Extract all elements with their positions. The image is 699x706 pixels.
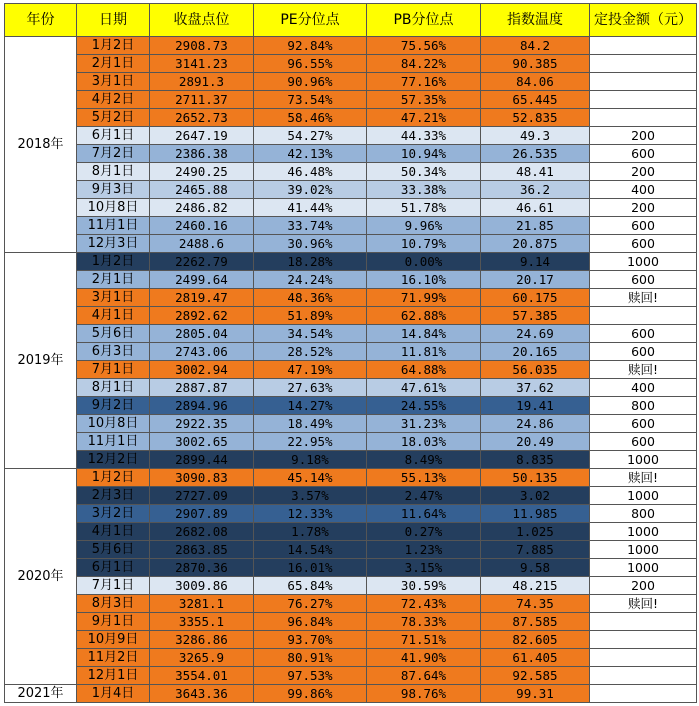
close-cell: 2262.79 (150, 253, 254, 271)
pb-percentile-cell: 41.90% (367, 649, 481, 667)
table-row (5, 595, 697, 613)
table-row (5, 361, 697, 379)
date-cell: 2月1日 (77, 55, 150, 73)
table-row (5, 37, 697, 55)
close-cell: 3643.36 (150, 685, 254, 703)
table-row (5, 325, 697, 343)
table-row (5, 379, 697, 397)
investment-amount-cell: 1000 (590, 487, 697, 505)
pb-percentile-cell: 3.15% (367, 559, 481, 577)
pb-percentile-cell: 16.10% (367, 271, 481, 289)
table-row (5, 523, 697, 541)
close-cell: 3090.83 (150, 469, 254, 487)
temperature-cell: 50.135 (481, 469, 590, 487)
pb-percentile-cell: 9.96% (367, 217, 481, 235)
temperature-cell: 37.62 (481, 379, 590, 397)
pb-percentile-cell: 98.76% (367, 685, 481, 703)
pe-percentile-cell: 45.14% (254, 469, 367, 487)
pb-percentile-cell: 57.35% (367, 91, 481, 109)
date-cell: 7月1日 (77, 361, 150, 379)
table-row (5, 577, 697, 595)
pb-percentile-cell: 2.47% (367, 487, 481, 505)
close-cell: 2863.85 (150, 541, 254, 559)
date-cell: 8月3日 (77, 595, 150, 613)
pe-percentile-cell: 96.84% (254, 613, 367, 631)
year-cell: 2021年 (5, 685, 77, 703)
pb-percentile-cell: 18.03% (367, 433, 481, 451)
header-date: 日期 (77, 4, 150, 37)
close-cell: 2819.47 (150, 289, 254, 307)
date-cell: 12月2日 (77, 451, 150, 469)
close-cell: 3009.86 (150, 577, 254, 595)
pe-percentile-cell: 27.63% (254, 379, 367, 397)
temperature-cell: 65.445 (481, 91, 590, 109)
pb-percentile-cell: 47.61% (367, 379, 481, 397)
investment-amount-cell: 600 (590, 433, 697, 451)
pb-percentile-cell: 33.38% (367, 181, 481, 199)
investment-amount-cell: 600 (590, 217, 697, 235)
pe-percentile-cell: 47.19% (254, 361, 367, 379)
date-cell: 10月9日 (77, 631, 150, 649)
pe-percentile-cell: 39.02% (254, 181, 367, 199)
investment-amount-cell: 200 (590, 127, 697, 145)
pe-percentile-cell: 12.33% (254, 505, 367, 523)
investment-amount-cell: 400 (590, 181, 697, 199)
pb-percentile-cell: 84.22% (367, 55, 481, 73)
date-cell: 4月2日 (77, 91, 150, 109)
table-row (5, 343, 697, 361)
pb-percentile-cell: 64.88% (367, 361, 481, 379)
pb-percentile-cell: 31.23% (367, 415, 481, 433)
date-cell: 7月2日 (77, 145, 150, 163)
pb-percentile-cell: 10.94% (367, 145, 481, 163)
table-row (5, 109, 697, 127)
close-cell: 2891.3 (150, 73, 254, 91)
pe-percentile-cell: 28.52% (254, 343, 367, 361)
investment-amount-cell: 800 (590, 397, 697, 415)
header-index-temperature: 指数温度 (481, 4, 590, 37)
pe-percentile-cell: 22.95% (254, 433, 367, 451)
pb-percentile-cell: 87.64% (367, 667, 481, 685)
pe-percentile-cell: 97.53% (254, 667, 367, 685)
pb-percentile-cell: 44.33% (367, 127, 481, 145)
table-row (5, 73, 697, 91)
pb-percentile-cell: 77.16% (367, 73, 481, 91)
temperature-cell: 52.835 (481, 109, 590, 127)
date-cell: 10月8日 (77, 415, 150, 433)
investment-amount-cell: 1000 (590, 541, 697, 559)
temperature-cell: 3.02 (481, 487, 590, 505)
investment-amount-cell: 600 (590, 271, 697, 289)
table-row (5, 145, 697, 163)
pe-percentile-cell: 34.54% (254, 325, 367, 343)
temperature-cell: 21.85 (481, 217, 590, 235)
investment-amount-cell: 400 (590, 379, 697, 397)
investment-amount-cell: 600 (590, 343, 697, 361)
close-cell: 2711.37 (150, 91, 254, 109)
pe-percentile-cell: 92.84% (254, 37, 367, 55)
table-row (5, 613, 697, 631)
date-cell: 3月2日 (77, 505, 150, 523)
pb-percentile-cell: 55.13% (367, 469, 481, 487)
investment-amount-cell: 200 (590, 163, 697, 181)
pe-percentile-cell: 48.36% (254, 289, 367, 307)
header-year: 年份 (5, 4, 77, 37)
table-row (5, 127, 697, 145)
close-cell: 2727.09 (150, 487, 254, 505)
pb-percentile-cell: 75.56% (367, 37, 481, 55)
date-cell: 8月1日 (77, 379, 150, 397)
temperature-cell: 48.41 (481, 163, 590, 181)
table-row (5, 55, 697, 73)
date-cell: 2月1日 (77, 271, 150, 289)
temperature-cell: 84.2 (481, 37, 590, 55)
temperature-cell: 99.31 (481, 685, 590, 703)
table-row (5, 469, 697, 487)
pe-percentile-cell: 33.74% (254, 217, 367, 235)
table-row (5, 451, 697, 469)
investment-amount-cell (590, 649, 697, 667)
close-cell: 2892.62 (150, 307, 254, 325)
pe-percentile-cell: 30.96% (254, 235, 367, 253)
temperature-cell: 46.61 (481, 199, 590, 217)
close-cell: 2894.96 (150, 397, 254, 415)
date-cell: 10月8日 (77, 199, 150, 217)
temperature-cell: 87.585 (481, 613, 590, 631)
pb-percentile-cell: 30.59% (367, 577, 481, 595)
close-cell: 2887.87 (150, 379, 254, 397)
close-cell: 2488.6 (150, 235, 254, 253)
pe-percentile-cell: 51.89% (254, 307, 367, 325)
date-cell: 12月3日 (77, 235, 150, 253)
investment-amount-cell (590, 667, 697, 685)
investment-amount-cell (590, 55, 697, 73)
close-cell: 3002.94 (150, 361, 254, 379)
pe-percentile-cell: 65.84% (254, 577, 367, 595)
date-cell: 5月6日 (77, 325, 150, 343)
temperature-cell: 20.17 (481, 271, 590, 289)
table-row (5, 415, 697, 433)
close-cell: 2899.44 (150, 451, 254, 469)
pb-percentile-cell: 24.55% (367, 397, 481, 415)
date-cell: 1月2日 (77, 469, 150, 487)
temperature-cell: 9.14 (481, 253, 590, 271)
pe-percentile-cell: 16.01% (254, 559, 367, 577)
pb-percentile-cell: 47.21% (367, 109, 481, 127)
table-row (5, 307, 697, 325)
pe-percentile-cell: 96.55% (254, 55, 367, 73)
temperature-cell: 20.875 (481, 235, 590, 253)
pe-percentile-cell: 46.48% (254, 163, 367, 181)
investment-amount-cell: 600 (590, 235, 697, 253)
date-cell: 1月2日 (77, 253, 150, 271)
date-cell: 11月1日 (77, 433, 150, 451)
date-cell: 9月3日 (77, 181, 150, 199)
pe-percentile-cell: 58.46% (254, 109, 367, 127)
close-cell: 2465.88 (150, 181, 254, 199)
table-row (5, 289, 697, 307)
date-cell: 3月1日 (77, 73, 150, 91)
temperature-cell: 90.385 (481, 55, 590, 73)
temperature-cell: 7.885 (481, 541, 590, 559)
table-row (5, 199, 697, 217)
investment-amount-cell: 赎回! (590, 469, 697, 487)
year-cell: 2018年 (5, 37, 77, 253)
pe-percentile-cell: 80.91% (254, 649, 367, 667)
pb-percentile-cell: 11.64% (367, 505, 481, 523)
close-cell: 3355.1 (150, 613, 254, 631)
temperature-cell: 8.835 (481, 451, 590, 469)
close-cell: 3286.86 (150, 631, 254, 649)
date-cell: 8月1日 (77, 163, 150, 181)
temperature-cell: 92.585 (481, 667, 590, 685)
table-row (5, 685, 697, 703)
table-row (5, 559, 697, 577)
investment-amount-cell: 赎回! (590, 595, 697, 613)
pb-percentile-cell: 0.00% (367, 253, 481, 271)
pe-percentile-cell: 93.70% (254, 631, 367, 649)
close-cell: 2922.35 (150, 415, 254, 433)
close-cell: 2908.73 (150, 37, 254, 55)
temperature-cell: 24.86 (481, 415, 590, 433)
pb-percentile-cell: 1.23% (367, 541, 481, 559)
investment-amount-cell (590, 109, 697, 127)
table-row (5, 91, 697, 109)
table-row (5, 667, 697, 685)
close-cell: 2870.36 (150, 559, 254, 577)
pb-percentile-cell: 14.84% (367, 325, 481, 343)
temperature-cell: 36.2 (481, 181, 590, 199)
date-cell: 6月3日 (77, 343, 150, 361)
investment-amount-cell: 600 (590, 415, 697, 433)
pb-percentile-cell: 0.27% (367, 523, 481, 541)
investment-amount-cell: 1000 (590, 523, 697, 541)
close-cell: 2499.64 (150, 271, 254, 289)
investment-amount-cell: 600 (590, 325, 697, 343)
pe-percentile-cell: 42.13% (254, 145, 367, 163)
close-cell: 2647.19 (150, 127, 254, 145)
date-cell: 1月4日 (77, 685, 150, 703)
header-close: 收盘点位 (150, 4, 254, 37)
date-cell: 5月6日 (77, 541, 150, 559)
close-cell: 3554.01 (150, 667, 254, 685)
fund-investment-table (4, 3, 697, 703)
table-row (5, 271, 697, 289)
table-row (5, 397, 697, 415)
temperature-cell: 24.69 (481, 325, 590, 343)
date-cell: 4月1日 (77, 523, 150, 541)
pb-percentile-cell: 10.79% (367, 235, 481, 253)
investment-amount-cell: 赎回! (590, 289, 697, 307)
investment-amount-cell: 200 (590, 577, 697, 595)
temperature-cell: 57.385 (481, 307, 590, 325)
header-pb-percentile: PB分位点 (367, 4, 481, 37)
pb-percentile-cell: 62.88% (367, 307, 481, 325)
pb-percentile-cell: 50.34% (367, 163, 481, 181)
pb-percentile-cell: 78.33% (367, 613, 481, 631)
year-cell: 2020年 (5, 469, 77, 685)
pe-percentile-cell: 54.27% (254, 127, 367, 145)
pb-percentile-cell: 71.99% (367, 289, 481, 307)
pe-percentile-cell: 1.78% (254, 523, 367, 541)
investment-amount-cell (590, 91, 697, 109)
temperature-cell: 49.3 (481, 127, 590, 145)
temperature-cell: 61.405 (481, 649, 590, 667)
date-cell: 7月1日 (77, 577, 150, 595)
investment-amount-cell: 1000 (590, 253, 697, 271)
pe-percentile-cell: 76.27% (254, 595, 367, 613)
investment-amount-cell: 200 (590, 199, 697, 217)
pb-percentile-cell: 8.49% (367, 451, 481, 469)
investment-amount-cell: 600 (590, 145, 697, 163)
close-cell: 3002.65 (150, 433, 254, 451)
close-cell: 2460.16 (150, 217, 254, 235)
temperature-cell: 56.035 (481, 361, 590, 379)
investment-amount-cell (590, 307, 697, 325)
header-investment-amount: 定投金额（元） (590, 4, 697, 37)
table-row (5, 235, 697, 253)
table-row (5, 649, 697, 667)
date-cell: 9月2日 (77, 397, 150, 415)
date-cell: 3月1日 (77, 289, 150, 307)
close-cell: 3265.9 (150, 649, 254, 667)
temperature-cell: 74.35 (481, 595, 590, 613)
investment-amount-cell (590, 613, 697, 631)
table-row (5, 631, 697, 649)
pe-percentile-cell: 90.96% (254, 73, 367, 91)
investment-amount-cell (590, 37, 697, 55)
pe-percentile-cell: 3.57% (254, 487, 367, 505)
pe-percentile-cell: 41.44% (254, 199, 367, 217)
table-row (5, 505, 697, 523)
pe-percentile-cell: 18.28% (254, 253, 367, 271)
temperature-cell: 9.58 (481, 559, 590, 577)
pb-percentile-cell: 51.78% (367, 199, 481, 217)
pb-percentile-cell: 72.43% (367, 595, 481, 613)
temperature-cell: 20.165 (481, 343, 590, 361)
table-row (5, 181, 697, 199)
temperature-cell: 20.49 (481, 433, 590, 451)
temperature-cell: 82.605 (481, 631, 590, 649)
pb-percentile-cell: 71.51% (367, 631, 481, 649)
close-cell: 3141.23 (150, 55, 254, 73)
investment-amount-cell: 赎回! (590, 361, 697, 379)
date-cell: 6月1日 (77, 559, 150, 577)
investment-amount-cell (590, 631, 697, 649)
date-cell: 5月2日 (77, 109, 150, 127)
table-row (5, 433, 697, 451)
pe-percentile-cell: 9.18% (254, 451, 367, 469)
investment-amount-cell: 1000 (590, 559, 697, 577)
investment-amount-cell (590, 685, 697, 703)
table-row (5, 541, 697, 559)
date-cell: 6月1日 (77, 127, 150, 145)
close-cell: 2907.89 (150, 505, 254, 523)
pe-percentile-cell: 24.24% (254, 271, 367, 289)
pe-percentile-cell: 99.86% (254, 685, 367, 703)
temperature-cell: 11.985 (481, 505, 590, 523)
date-cell: 11月1日 (77, 217, 150, 235)
pe-percentile-cell: 14.27% (254, 397, 367, 415)
close-cell: 2386.38 (150, 145, 254, 163)
close-cell: 2490.25 (150, 163, 254, 181)
close-cell: 2652.73 (150, 109, 254, 127)
temperature-cell: 84.06 (481, 73, 590, 91)
table-row (5, 487, 697, 505)
pe-percentile-cell: 73.54% (254, 91, 367, 109)
date-cell: 1月2日 (77, 37, 150, 55)
pe-percentile-cell: 14.54% (254, 541, 367, 559)
table-row (5, 163, 697, 181)
close-cell: 3281.1 (150, 595, 254, 613)
table-row (5, 217, 697, 235)
header-pe-percentile: PE分位点 (254, 4, 367, 37)
pb-percentile-cell: 11.81% (367, 343, 481, 361)
close-cell: 2805.04 (150, 325, 254, 343)
temperature-cell: 1.025 (481, 523, 590, 541)
date-cell: 4月1日 (77, 307, 150, 325)
header-row (5, 4, 697, 37)
investment-amount-cell: 800 (590, 505, 697, 523)
temperature-cell: 19.41 (481, 397, 590, 415)
temperature-cell: 26.535 (481, 145, 590, 163)
table-row (5, 253, 697, 271)
table-body (5, 37, 697, 703)
investment-amount-cell: 1000 (590, 451, 697, 469)
pe-percentile-cell: 18.49% (254, 415, 367, 433)
date-cell: 2月3日 (77, 487, 150, 505)
close-cell: 2486.82 (150, 199, 254, 217)
temperature-cell: 60.175 (481, 289, 590, 307)
close-cell: 2682.08 (150, 523, 254, 541)
date-cell: 11月2日 (77, 649, 150, 667)
temperature-cell: 48.215 (481, 577, 590, 595)
year-cell: 2019年 (5, 253, 77, 469)
date-cell: 12月1日 (77, 667, 150, 685)
close-cell: 2743.06 (150, 343, 254, 361)
investment-amount-cell (590, 73, 697, 91)
date-cell: 9月1日 (77, 613, 150, 631)
